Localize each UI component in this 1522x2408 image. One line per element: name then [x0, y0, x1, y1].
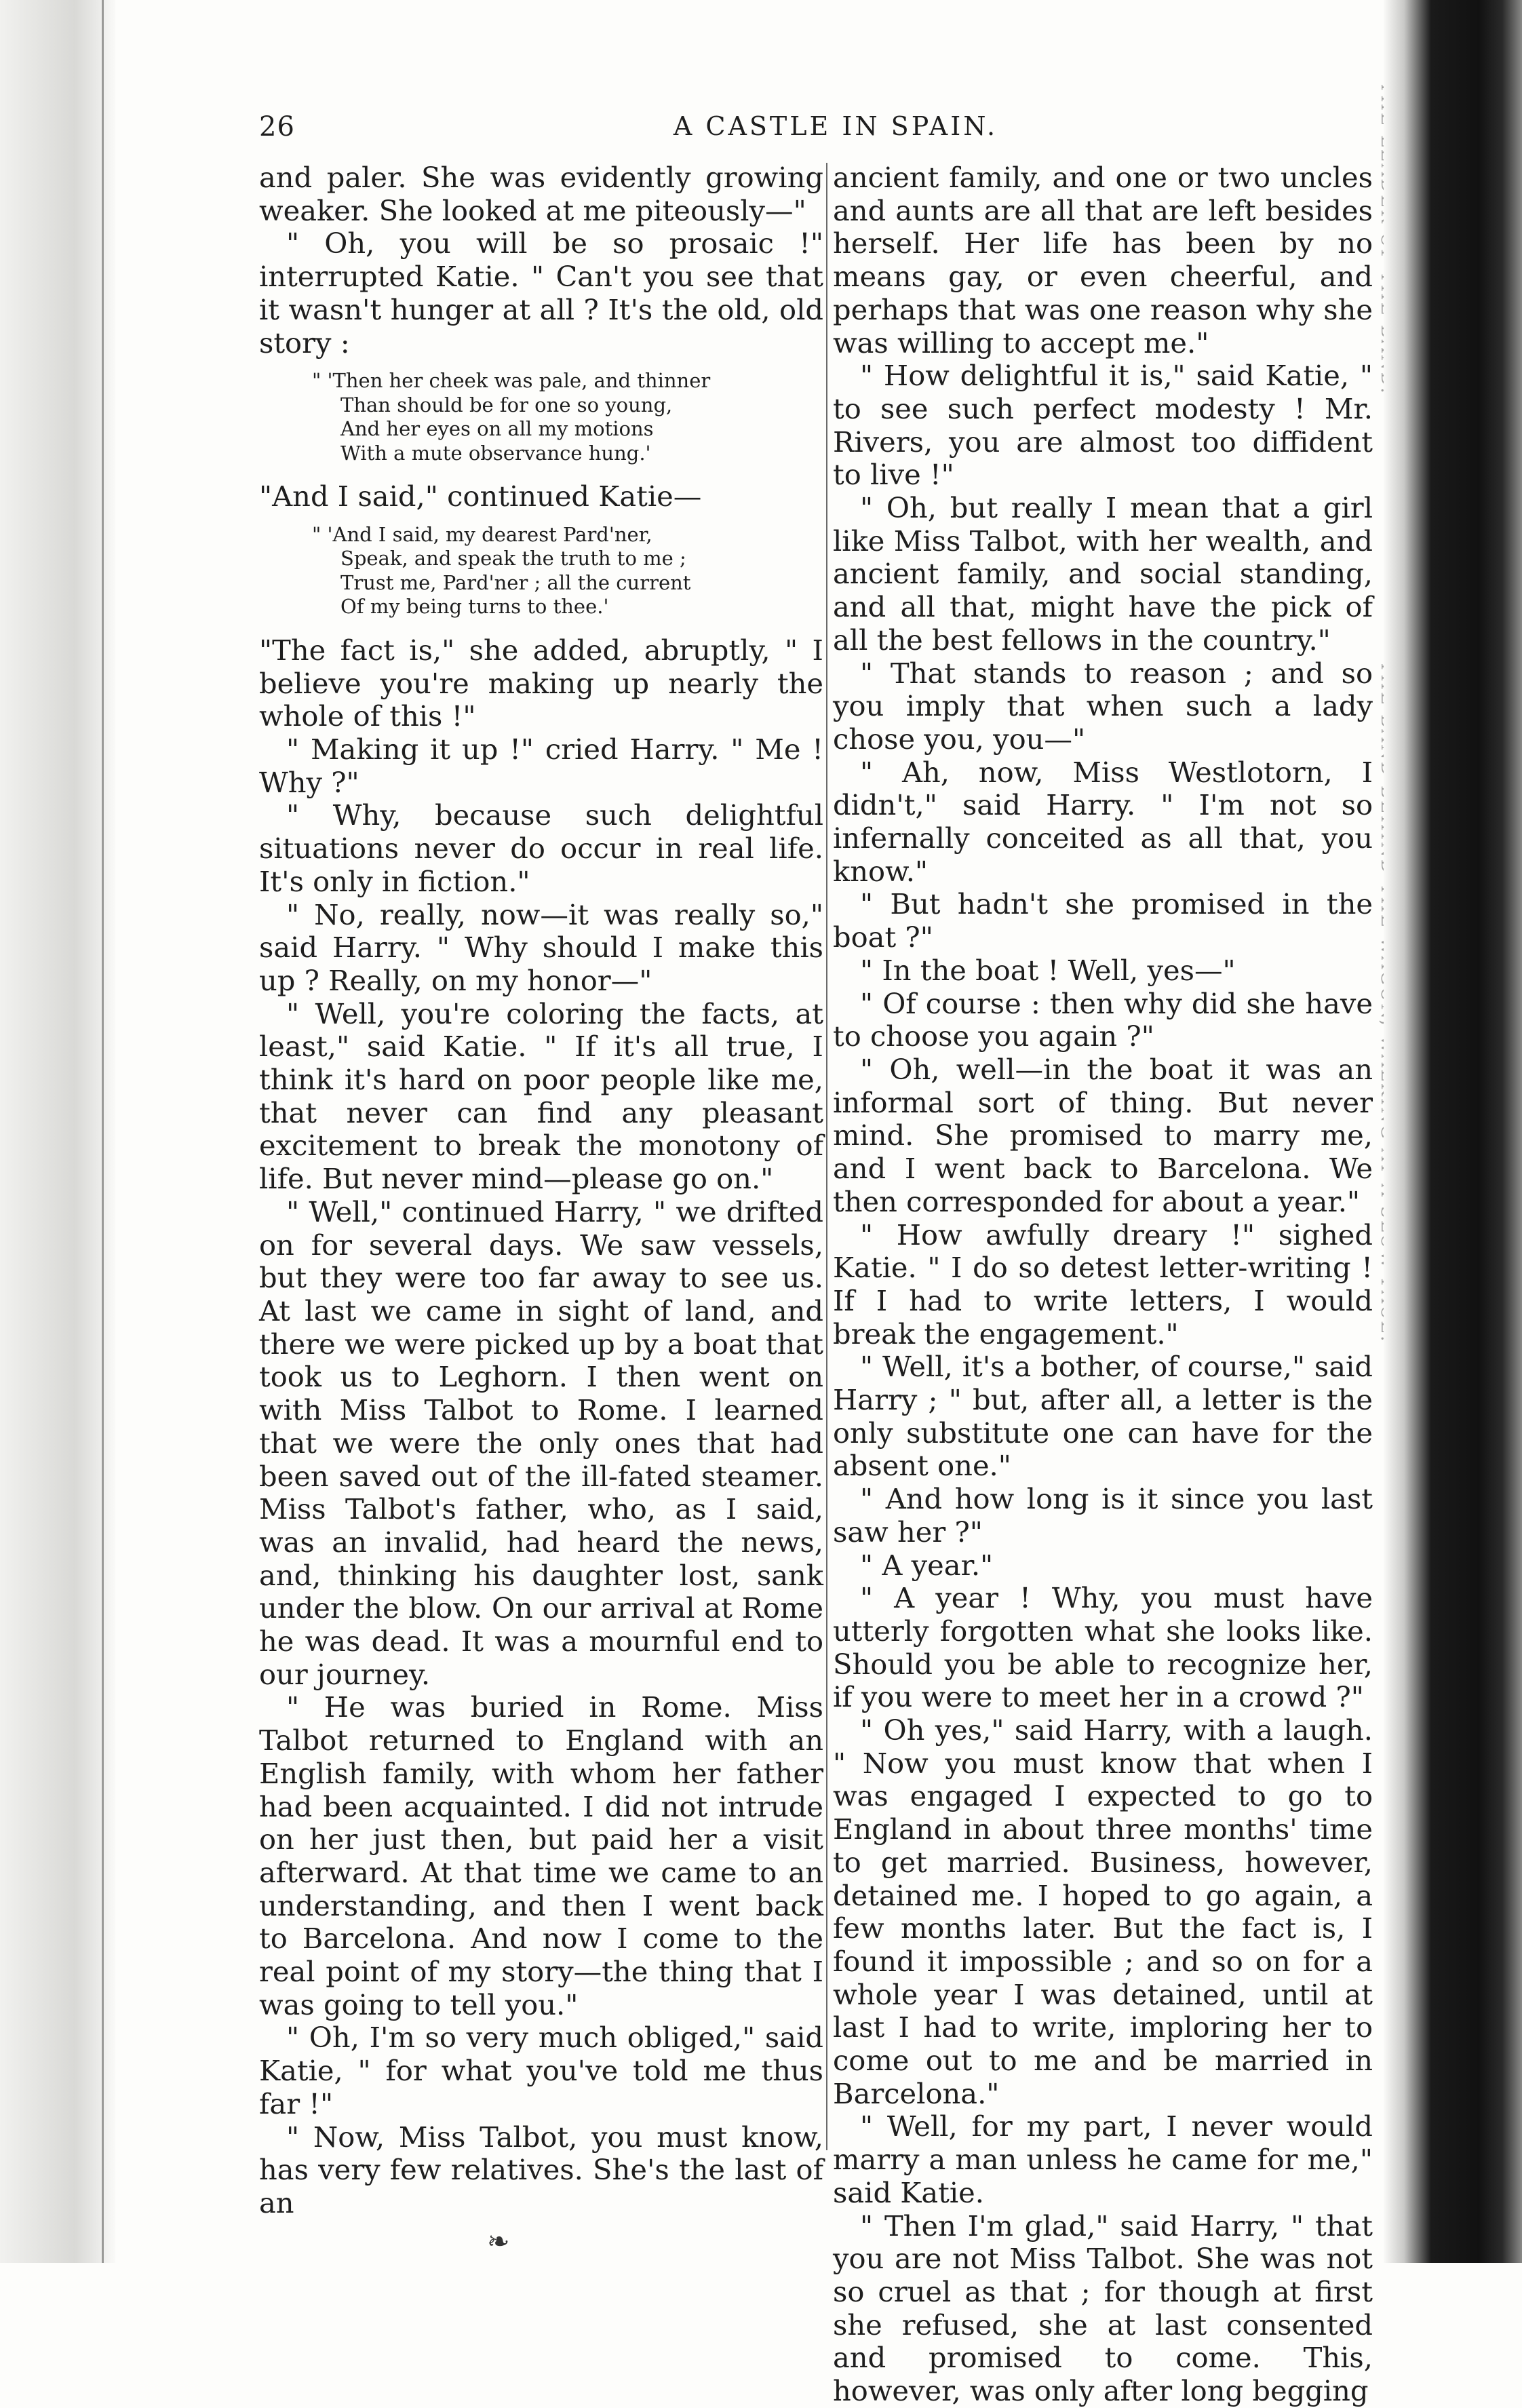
ornament-mark: ❧	[487, 2226, 510, 2257]
paragraph: "And I said," continued Katie—	[259, 480, 702, 513]
paragraph: "The fact is," she added, abruptly, " I believe you're making up nearly the whole of this !"	[259, 633, 823, 733]
paragraph: " He was buried in Rome. Miss Talbot returned to England with an English family, with whom her father had been acquainted. I did not intrude on her just then, but paid her a visit afterward. At that time we came to an understanding, and then I went back to Barcelona. And now I come to the real point of my story—the thing that I was going to tell you."	[259, 1690, 823, 2021]
paragraph: " How awfully dreary !" sighed Katie. " I do so detest letter-writing ! If I had to write letters, I would break the engagement."	[833, 1218, 1373, 1351]
paragraph: " Ah, now, Miss Westlotorn, I didn't," said Harry. " I'm not so infernally conceited as all that, you know."	[833, 755, 1373, 888]
poem-line: Of my being turns to thee.'	[340, 595, 609, 619]
paragraph: " Of course : then why did she have to choose you again ?"	[833, 986, 1373, 1053]
page-header	[259, 111, 1371, 152]
paragraph: " Well," continued Harry, " we drifted on for several days. We saw vessels, but they were too far away to see us. At last we came in sight of land, and there we were picked up by a boat that took us to Leghorn. I then went on with Miss Talbot to Rome. I learned that we were the only ones that had been saved out of the ill-fated steamer. Miss Talbot's father, who, as I said, was an invalid, had heard the news, and, thinking his daughter lost, sank under the blow. On our arrival at Rome he was dead. It was a mournful end to our journey.	[259, 1195, 823, 1691]
poem-line: " 'And I said, my dearest Pard'ner,	[312, 522, 652, 546]
paragraph: " And how long is it since you last saw her ?"	[833, 1482, 1373, 1549]
paragraph: " Oh, you will be so prosaic !" interrupted Katie. " Can't you see that it wasn't hunger at all ? It's the old, old story :	[259, 227, 823, 360]
poem-line: Trust me, Pard'ner ; all the current	[340, 570, 691, 594]
paragraph: and paler. She was evidently growing weaker. She looked at me piteously—"	[259, 161, 823, 227]
poem-line: Speak, and speak the truth to me ;	[340, 547, 686, 570]
paragraph: " Well, it's a bother, of course," said Harry ; " but, after all, a letter is the only substitute one can have for the absent one."	[833, 1350, 1373, 1483]
column-divider	[826, 163, 827, 2150]
paragraph: " Well, you're coloring the facts, at least," said Katie. " If it's all true, I think it's hard on poor people like me, that never can find any pleasant excitement to break the monotony of life. But never mind—please go on."	[259, 996, 823, 1196]
paragraph: " But hadn't she promised in the boat ?"	[833, 887, 1373, 954]
poem-line: With a mute observance hung.'	[340, 441, 651, 465]
paragraph: " Oh, I'm so very much obliged," said Katie, " for what you've told me thus far !"	[259, 2021, 823, 2120]
right-column	[833, 161, 1373, 2408]
binding-shadow	[1384, 0, 1522, 2263]
paragraph: ancient family, and one or two uncles and aunts are all that are left besides herself. Her life has been by no means gay, or even cheerful, and perhaps that was one reason why she was willing to accept me."	[833, 161, 1373, 360]
poem-line: " 'Then her cheek was pale, and thinner	[312, 369, 711, 393]
binding-line	[102, 0, 104, 2263]
paragraph: " How delightful it is," said Katie, " to see such perfect modesty ! Mr. Rivers, you are almost too diffident to live !"	[833, 359, 1373, 492]
poem-quote-1	[259, 369, 823, 465]
paragraph: " A year."	[860, 1548, 994, 1582]
paragraph: " Oh, well—in the boat it was an informal sort of thing. But never mind. She promised to marry me, and I went back to Barcelona. We then corresponded for about a year."	[833, 1052, 1373, 1218]
poem-line: Than should be for one so young,	[340, 393, 673, 416]
paragraph: " Then I'm glad," said Harry, " that you are not Miss Talbot. She was not so cruel as that ; for though at first she refused, she at last consented and promised to come. This, however, was only after long begging	[833, 2209, 1373, 2408]
paragraph: " A year ! Why, you must have utterly forgotten what she looks like. Should you be able to recognize her, if you were to meet her in a crowd ?"	[833, 1581, 1373, 1714]
paragraph: " Oh, but really I mean that a girl like Miss Talbot, with her wealth, and ancient family, and social standing, and all that, might have the pick of all the best fellows in the country."	[833, 491, 1373, 657]
paragraph: " Now, Miss Talbot, you must know, has very few relatives. She's the last of an	[259, 2120, 823, 2219]
poem-quote-2	[259, 523, 823, 619]
paragraph: " In the boat ! Well, yes—"	[860, 953, 1236, 987]
paragraph: " Making it up !" cried Harry. " Me ! Why ?"	[259, 733, 823, 799]
left-page-edge	[0, 0, 115, 2263]
paragraph: " Oh yes," said Harry, with a laugh. " Now you must know that when I was engaged I expected to go to England in about three months' time to get married. Business, however, detained me. I hoped to go again, a few months later. But the fact is, I found it impossible ; and so on for a whole year I was detained, until at last I had to write, imploring her to come out to me and be married in Barcelona."	[833, 1713, 1373, 2110]
poem-line: And her eyes on all my motions	[340, 417, 654, 441]
page-number: 26	[259, 111, 295, 142]
paragraph: " Why, because such delightful situations never do occur in real life. It's only in fiction."	[259, 798, 823, 898]
left-column	[259, 161, 823, 2220]
running-head: A CASTLE IN SPAIN.	[673, 111, 998, 141]
paragraph: " No, really, now—it was really so," said Harry. " Why should I make this up ? Really, on my honor—"	[259, 897, 823, 997]
paragraph: " That stands to reason ; and so you imply that when such a lady chose you, you—"	[833, 656, 1373, 756]
paragraph: " Well, for my part, I never would marry a man unless he came for me," said Katie.	[833, 2110, 1373, 2209]
